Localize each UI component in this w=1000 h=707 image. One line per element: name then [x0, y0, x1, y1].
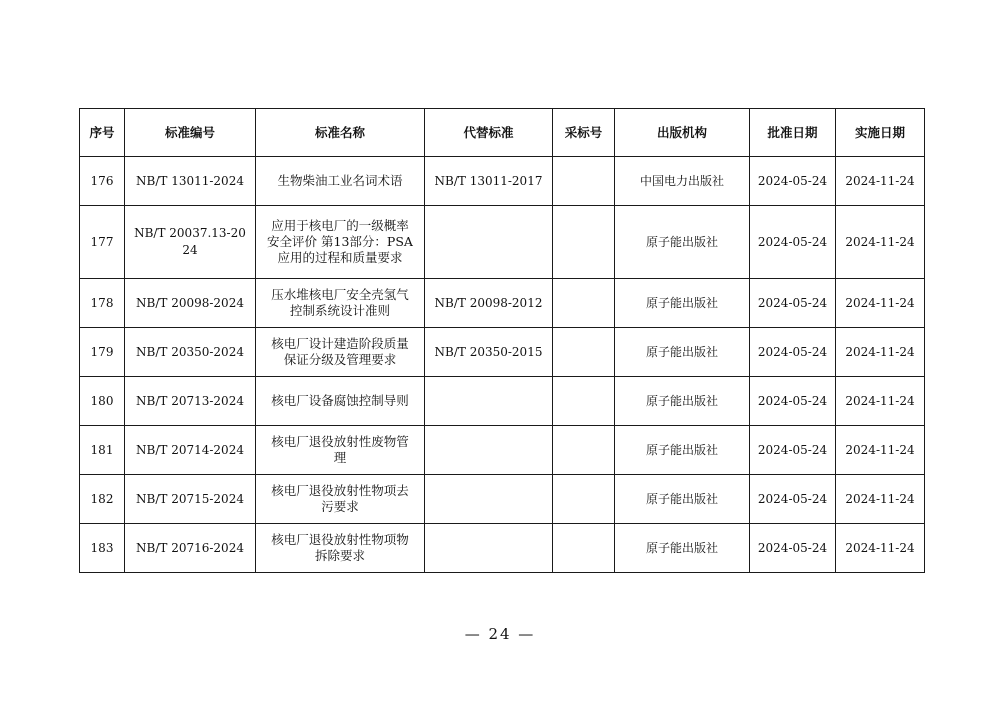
standard-code-cell — [125, 426, 256, 475]
publisher-cell: 原子能出版社 — [615, 328, 750, 377]
standard-code-cell — [125, 377, 256, 426]
seq-no-cell: 180 — [80, 377, 125, 426]
publisher-cell: 原子能出版社 — [615, 426, 750, 475]
adopted-standard-cell — [553, 377, 615, 426]
effective-date-cell: 2024-11-24 — [836, 279, 925, 328]
standard-name: 核电厂退役放射性废物管理 — [271, 434, 409, 465]
standard-name: 生物柴油工业名词术语 — [277, 173, 403, 188]
header-adopted-standard: 采标号 — [553, 109, 615, 157]
standard-code-cell — [125, 157, 256, 206]
standard-code: NB/T 20037.13-2024 — [134, 226, 246, 257]
adopted-standard-cell — [553, 426, 615, 475]
header-effective-date: 实施日期 — [836, 109, 925, 157]
approval-date-cell: 2024-05-24 — [750, 328, 836, 377]
table-header-row — [80, 109, 925, 157]
publisher-cell: 原子能出版社 — [615, 279, 750, 328]
seq-no-cell: 181 — [80, 426, 125, 475]
replaced-standard-cell: NB/T 13011-2017 — [425, 157, 553, 206]
standard-code: NB/T 13011-2024 — [136, 173, 244, 188]
adopted-standard-cell — [553, 157, 615, 206]
approval-date-cell: 2024-05-24 — [750, 377, 836, 426]
standard-name: 核电厂设计建造阶段质量保证分级及管理要求 — [271, 336, 409, 367]
table-row — [80, 524, 925, 573]
header-approval-date: 批准日期 — [750, 109, 836, 157]
header-replaced-standard: 代替标准 — [425, 109, 553, 157]
header-publisher: 出版机构 — [615, 109, 750, 157]
standard-code: NB/T 20713-2024 — [136, 393, 244, 408]
standard-name-cell — [256, 475, 425, 524]
standard-name-cell — [256, 524, 425, 573]
standard-code: NB/T 20350-2024 — [136, 344, 244, 359]
table-row — [80, 328, 925, 377]
publisher-cell: 原子能出版社 — [615, 377, 750, 426]
standard-code-cell — [125, 328, 256, 377]
standard-code-cell — [125, 524, 256, 573]
approval-date-cell: 2024-05-24 — [750, 475, 836, 524]
approval-date-cell: 2024-05-24 — [750, 524, 836, 573]
table-row — [80, 426, 925, 475]
standard-name: 核电厂设备腐蚀控制导则 — [271, 393, 409, 408]
effective-date-cell: 2024-11-24 — [836, 426, 925, 475]
seq-no-cell: 176 — [80, 157, 125, 206]
seq-no-cell: 179 — [80, 328, 125, 377]
replaced-standard-cell — [425, 426, 553, 475]
seq-no-cell: 182 — [80, 475, 125, 524]
adopted-standard-cell — [553, 524, 615, 573]
table-row — [80, 206, 925, 279]
table-row — [80, 475, 925, 524]
effective-date-cell: 2024-11-24 — [836, 524, 925, 573]
effective-date-cell: 2024-11-24 — [836, 206, 925, 279]
replaced-standard-cell: NB/T 20098-2012 — [425, 279, 553, 328]
adopted-standard-cell — [553, 328, 615, 377]
approval-date-cell: 2024-05-24 — [750, 279, 836, 328]
page-number: — 24 — — [464, 625, 536, 643]
table-row — [80, 279, 925, 328]
approval-date-cell: 2024-05-24 — [750, 157, 836, 206]
standard-code: NB/T 20098-2024 — [136, 295, 244, 310]
standard-code: NB/T 20716-2024 — [136, 540, 244, 555]
effective-date-cell: 2024-11-24 — [836, 475, 925, 524]
replaced-standard-cell — [425, 475, 553, 524]
standard-name: 压水堆核电厂安全壳氢气控制系统设计准则 — [271, 287, 409, 318]
standard-code-cell — [125, 206, 256, 279]
seq-no-cell: 183 — [80, 524, 125, 573]
header-standard-name: 标准名称 — [256, 109, 425, 157]
header-seq-no: 序号 — [80, 109, 125, 157]
table-row — [80, 377, 925, 426]
adopted-standard-cell — [553, 206, 615, 279]
replaced-standard-cell: NB/T 20350-2015 — [425, 328, 553, 377]
standard-code: NB/T 20715-2024 — [136, 491, 244, 506]
table-row — [80, 157, 925, 206]
seq-no-cell: 178 — [80, 279, 125, 328]
replaced-standard-cell — [425, 524, 553, 573]
effective-date-cell: 2024-11-24 — [836, 328, 925, 377]
standard-code-cell — [125, 475, 256, 524]
replaced-standard-cell — [425, 377, 553, 426]
standard-name-cell — [256, 157, 425, 206]
standard-name: 应用于核电厂的一级概率安全评价 第13部分：PSA应用的过程和质量要求 — [267, 218, 413, 265]
adopted-standard-cell — [553, 475, 615, 524]
adopted-standard-cell — [553, 279, 615, 328]
replaced-standard-cell — [425, 206, 553, 279]
standard-name-cell — [256, 377, 425, 426]
standard-code: NB/T 20714-2024 — [136, 442, 244, 457]
effective-date-cell: 2024-11-24 — [836, 157, 925, 206]
standard-name: 核电厂退役放射性物项去污要求 — [271, 483, 409, 514]
standard-code-cell — [125, 279, 256, 328]
standard-name-cell — [256, 328, 425, 377]
standard-name: 核电厂退役放射性物项物拆除要求 — [271, 532, 409, 563]
approval-date-cell: 2024-05-24 — [750, 206, 836, 279]
standards-table — [79, 108, 925, 573]
publisher-cell: 原子能出版社 — [615, 524, 750, 573]
standard-name-cell — [256, 426, 425, 475]
effective-date-cell: 2024-11-24 — [836, 377, 925, 426]
publisher-cell: 原子能出版社 — [615, 206, 750, 279]
standard-name-cell — [256, 206, 425, 279]
approval-date-cell: 2024-05-24 — [750, 426, 836, 475]
publisher-cell: 中国电力出版社 — [615, 157, 750, 206]
header-standard-code: 标准编号 — [125, 109, 256, 157]
standard-name-cell — [256, 279, 425, 328]
seq-no-cell: 177 — [80, 206, 125, 279]
publisher-cell: 原子能出版社 — [615, 475, 750, 524]
